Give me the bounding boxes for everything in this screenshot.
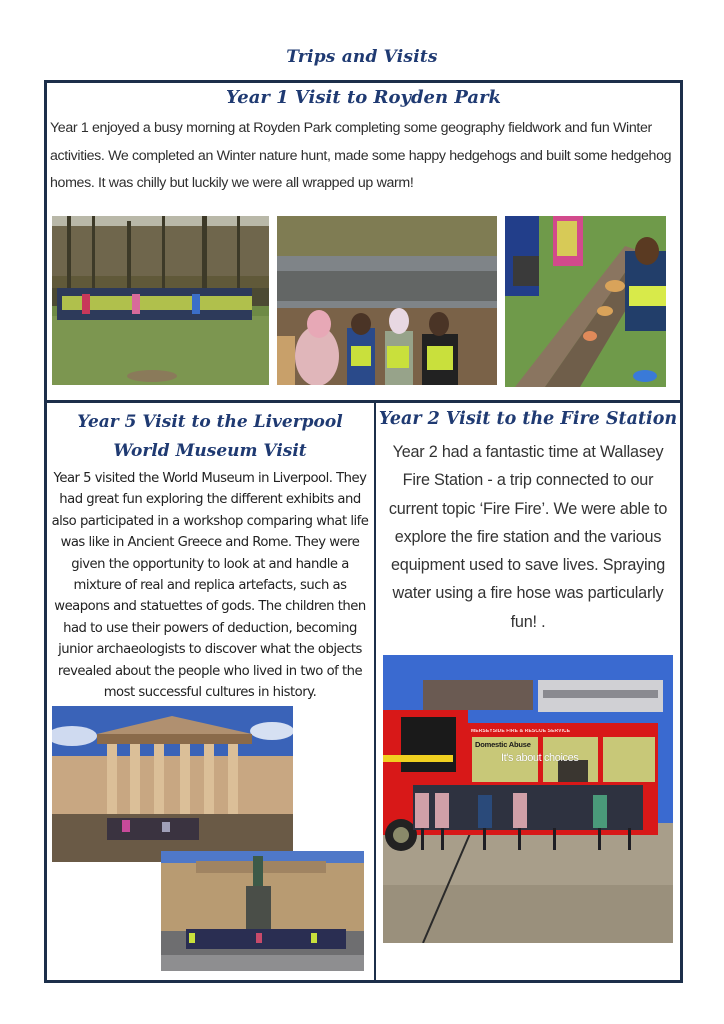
hedgehog-home-logs-photo xyxy=(505,216,666,387)
pond-photo xyxy=(277,216,497,385)
page-title: Trips and Visits xyxy=(286,47,438,67)
year5-heading: Year 5 Visit to the Liverpool World Museum Visit xyxy=(77,412,343,461)
year2-body: Year 2 had a fantastic time at Wallasey Fire Station - a trip connected to our current topic ‘Fire Fire’. We were able to explore the fire station and the various equipment used to save lives. Spraying water using a fire hose was particularly fun! . xyxy=(388,443,668,631)
fire-engine-group-photo xyxy=(383,655,673,943)
year1-body: Year 1 enjoyed a busy morning at Royden Park completing some geography fieldwork and fun Winter activities. We completed an Winter nature hunt, made some happy hedgehogs and built some hedgehog homes. It was chilly but luckily we were all wrapped up warm! xyxy=(50,120,672,191)
year2-heading: Year 2 Visit to the Fire Station xyxy=(378,409,678,429)
museum-steps-photo xyxy=(52,706,293,862)
fire-engine-panel-slogan: It's about choices xyxy=(501,752,579,764)
year1-heading: Year 1 Visit to Royden Park xyxy=(225,87,502,108)
fire-engine-panel-heading: Domestic Abuse xyxy=(475,740,531,749)
fire-engine-service-sign: MERSEYSIDE FIRE & RESCUE SERVICE xyxy=(471,729,571,734)
vertical-divider xyxy=(374,401,376,980)
group-photo-park xyxy=(52,216,269,385)
horizontal-divider xyxy=(44,400,683,403)
year5-body: Year 5 visited the World Museum in Liverpool. They had great fun exploring the different exhibits and also participated in a workshop comparing what life was like in Ancient Greece and Rome. They were given the opportunity to look at and handle a mixture of real and replica artefacts, such as weapons and statuettes of gods. The children then had to use their powers of deduction, becoming junior archaeologists to discover what the objects revealed about the people who lived in two of the most successful cultures in history. xyxy=(51,471,369,701)
statue-group-photo xyxy=(161,851,364,971)
